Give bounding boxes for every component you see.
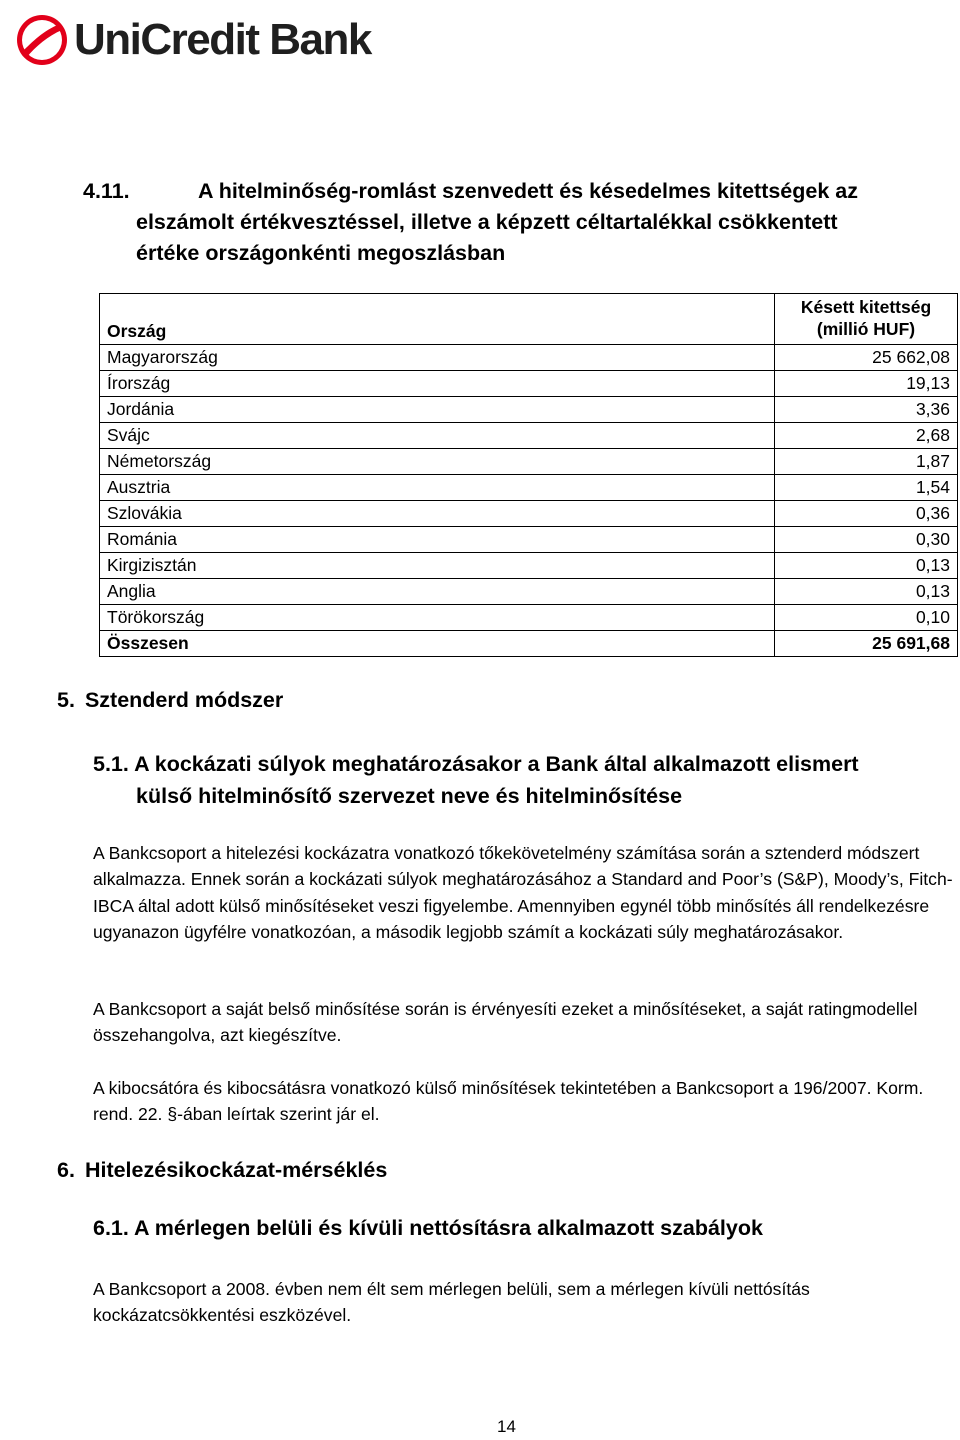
- section-5-1-heading: [93, 748, 953, 812]
- value-cell: 19,13: [775, 371, 958, 397]
- table-total-row: [100, 631, 958, 657]
- heading-line-1: A kockázati súlyok meghatározásakor a Bank által alkalmazott elismert: [134, 752, 859, 776]
- value-cell: 0,30: [775, 527, 958, 553]
- table-row: [100, 501, 958, 527]
- table-row: [100, 527, 958, 553]
- table-row: [100, 605, 958, 631]
- country-cell: Törökország: [100, 605, 775, 631]
- heading-line-3: értéke országonkénti megoszlásban: [136, 241, 506, 265]
- section-6-heading: [57, 1158, 387, 1183]
- country-cell: Magyarország: [100, 345, 775, 371]
- value-cell: 3,36: [775, 397, 958, 423]
- total-label: Összesen: [100, 631, 775, 657]
- logo-text: UniCredit Bank: [74, 15, 371, 64]
- section-4-11-heading: [83, 176, 943, 269]
- country-cell: Ausztria: [100, 475, 775, 501]
- table-row: [100, 449, 958, 475]
- header-value: [775, 294, 958, 345]
- header-country: Ország: [100, 294, 775, 345]
- section-6-1-heading: 6.1. A mérlegen belüli és kívüli nettósításra alkalmazott szabályok: [93, 1216, 763, 1240]
- country-cell: Írország: [100, 371, 775, 397]
- country-cell: Svájc: [100, 423, 775, 449]
- section-title: Hitelezésikockázat-mérséklés: [84, 1158, 388, 1182]
- header-value-line-1: Késett kitettség: [800, 297, 932, 317]
- country-cell: Németország: [100, 449, 775, 475]
- value-cell: 0,36: [775, 501, 958, 527]
- paragraph-netting: A Bankcsoport a 2008. évben nem élt sem mérlegen belüli, sem a mérlegen kívüli nettósítás kockázatcsökkentési eszközével.: [93, 1279, 810, 1326]
- country-cell: Szlovákia: [100, 501, 775, 527]
- section-number: 6.: [57, 1158, 75, 1182]
- total-value: 25 691,68: [775, 631, 958, 657]
- country-cell: Anglia: [100, 579, 775, 605]
- paragraph-internal-rating: A Bankcsoport a saját belső minősítése során is érvényesíti ezeket a minősítéseket, a saját ratingmodellel összehangolva, azt kiegészítve.: [93, 999, 918, 1046]
- table-row: [100, 397, 958, 423]
- country-cell: Románia: [100, 527, 775, 553]
- page-number: 14: [497, 1417, 516, 1436]
- country-cell: Kirgizisztán: [100, 553, 775, 579]
- value-cell: 0,13: [775, 553, 958, 579]
- table-row: [100, 345, 958, 371]
- table-row: [100, 553, 958, 579]
- country-exposure-table: [99, 293, 958, 657]
- header-value-line-2: (millió HUF): [816, 319, 916, 339]
- heading-line-1: A hitelminőség-romlást szenvedett és késedelmes kitettségek az: [198, 179, 858, 203]
- value-cell: 2,68: [775, 423, 958, 449]
- table-row: [100, 475, 958, 501]
- country-cell: Jordánia: [100, 397, 775, 423]
- heading-line-2: külső hitelminősítő szervezet neve és hitelminősítése: [136, 784, 683, 808]
- value-cell: 1,54: [775, 475, 958, 501]
- unicredit-logo-icon: [14, 12, 70, 68]
- section-number: 5.1.: [93, 752, 129, 776]
- section-5-heading: [57, 688, 283, 713]
- value-cell: 25 662,08: [775, 345, 958, 371]
- value-cell: 1,87: [775, 449, 958, 475]
- section-number: 4.11.: [83, 179, 130, 203]
- heading-line-2: elszámolt értékvesztéssel, illetve a képzett céltartalékkal csökkentett: [136, 210, 838, 234]
- table-row: [100, 423, 958, 449]
- table-row: [100, 579, 958, 605]
- table-row: [100, 371, 958, 397]
- bank-logo: [14, 10, 371, 70]
- paragraph-rating-agencies: A Bankcsoport a hitelezési kockázatra vonatkozó tőkekövetelmény számítása során a sztenderd módszert alkalmazza. Ennek során a kockázati súlyok meghatározásához a Standard and Poor’s (S&P), Moody’s, Fitch-IBCA által adott külső minősítéseket veszi figyelembe. Amennyiben egynél több minősítés áll rendelkezésre ugyanazon ügyfélre vonatkozóan, a második legjobb számít a kockázati súly meghatározásakor.: [93, 843, 953, 942]
- table-header-row: [100, 294, 958, 345]
- section-number: 5.: [57, 688, 75, 712]
- value-cell: 0,10: [775, 605, 958, 631]
- paragraph-issuer-rating: A kibocsátóra és kibocsátásra vonatkozó külső minősítések tekintetében a Bankcsoport a 196/2007. Korm. rend. 22. §-ában leírtak szerint jár el.: [93, 1078, 924, 1125]
- section-title: Sztenderd módszer: [84, 688, 284, 712]
- value-cell: 0,13: [775, 579, 958, 605]
